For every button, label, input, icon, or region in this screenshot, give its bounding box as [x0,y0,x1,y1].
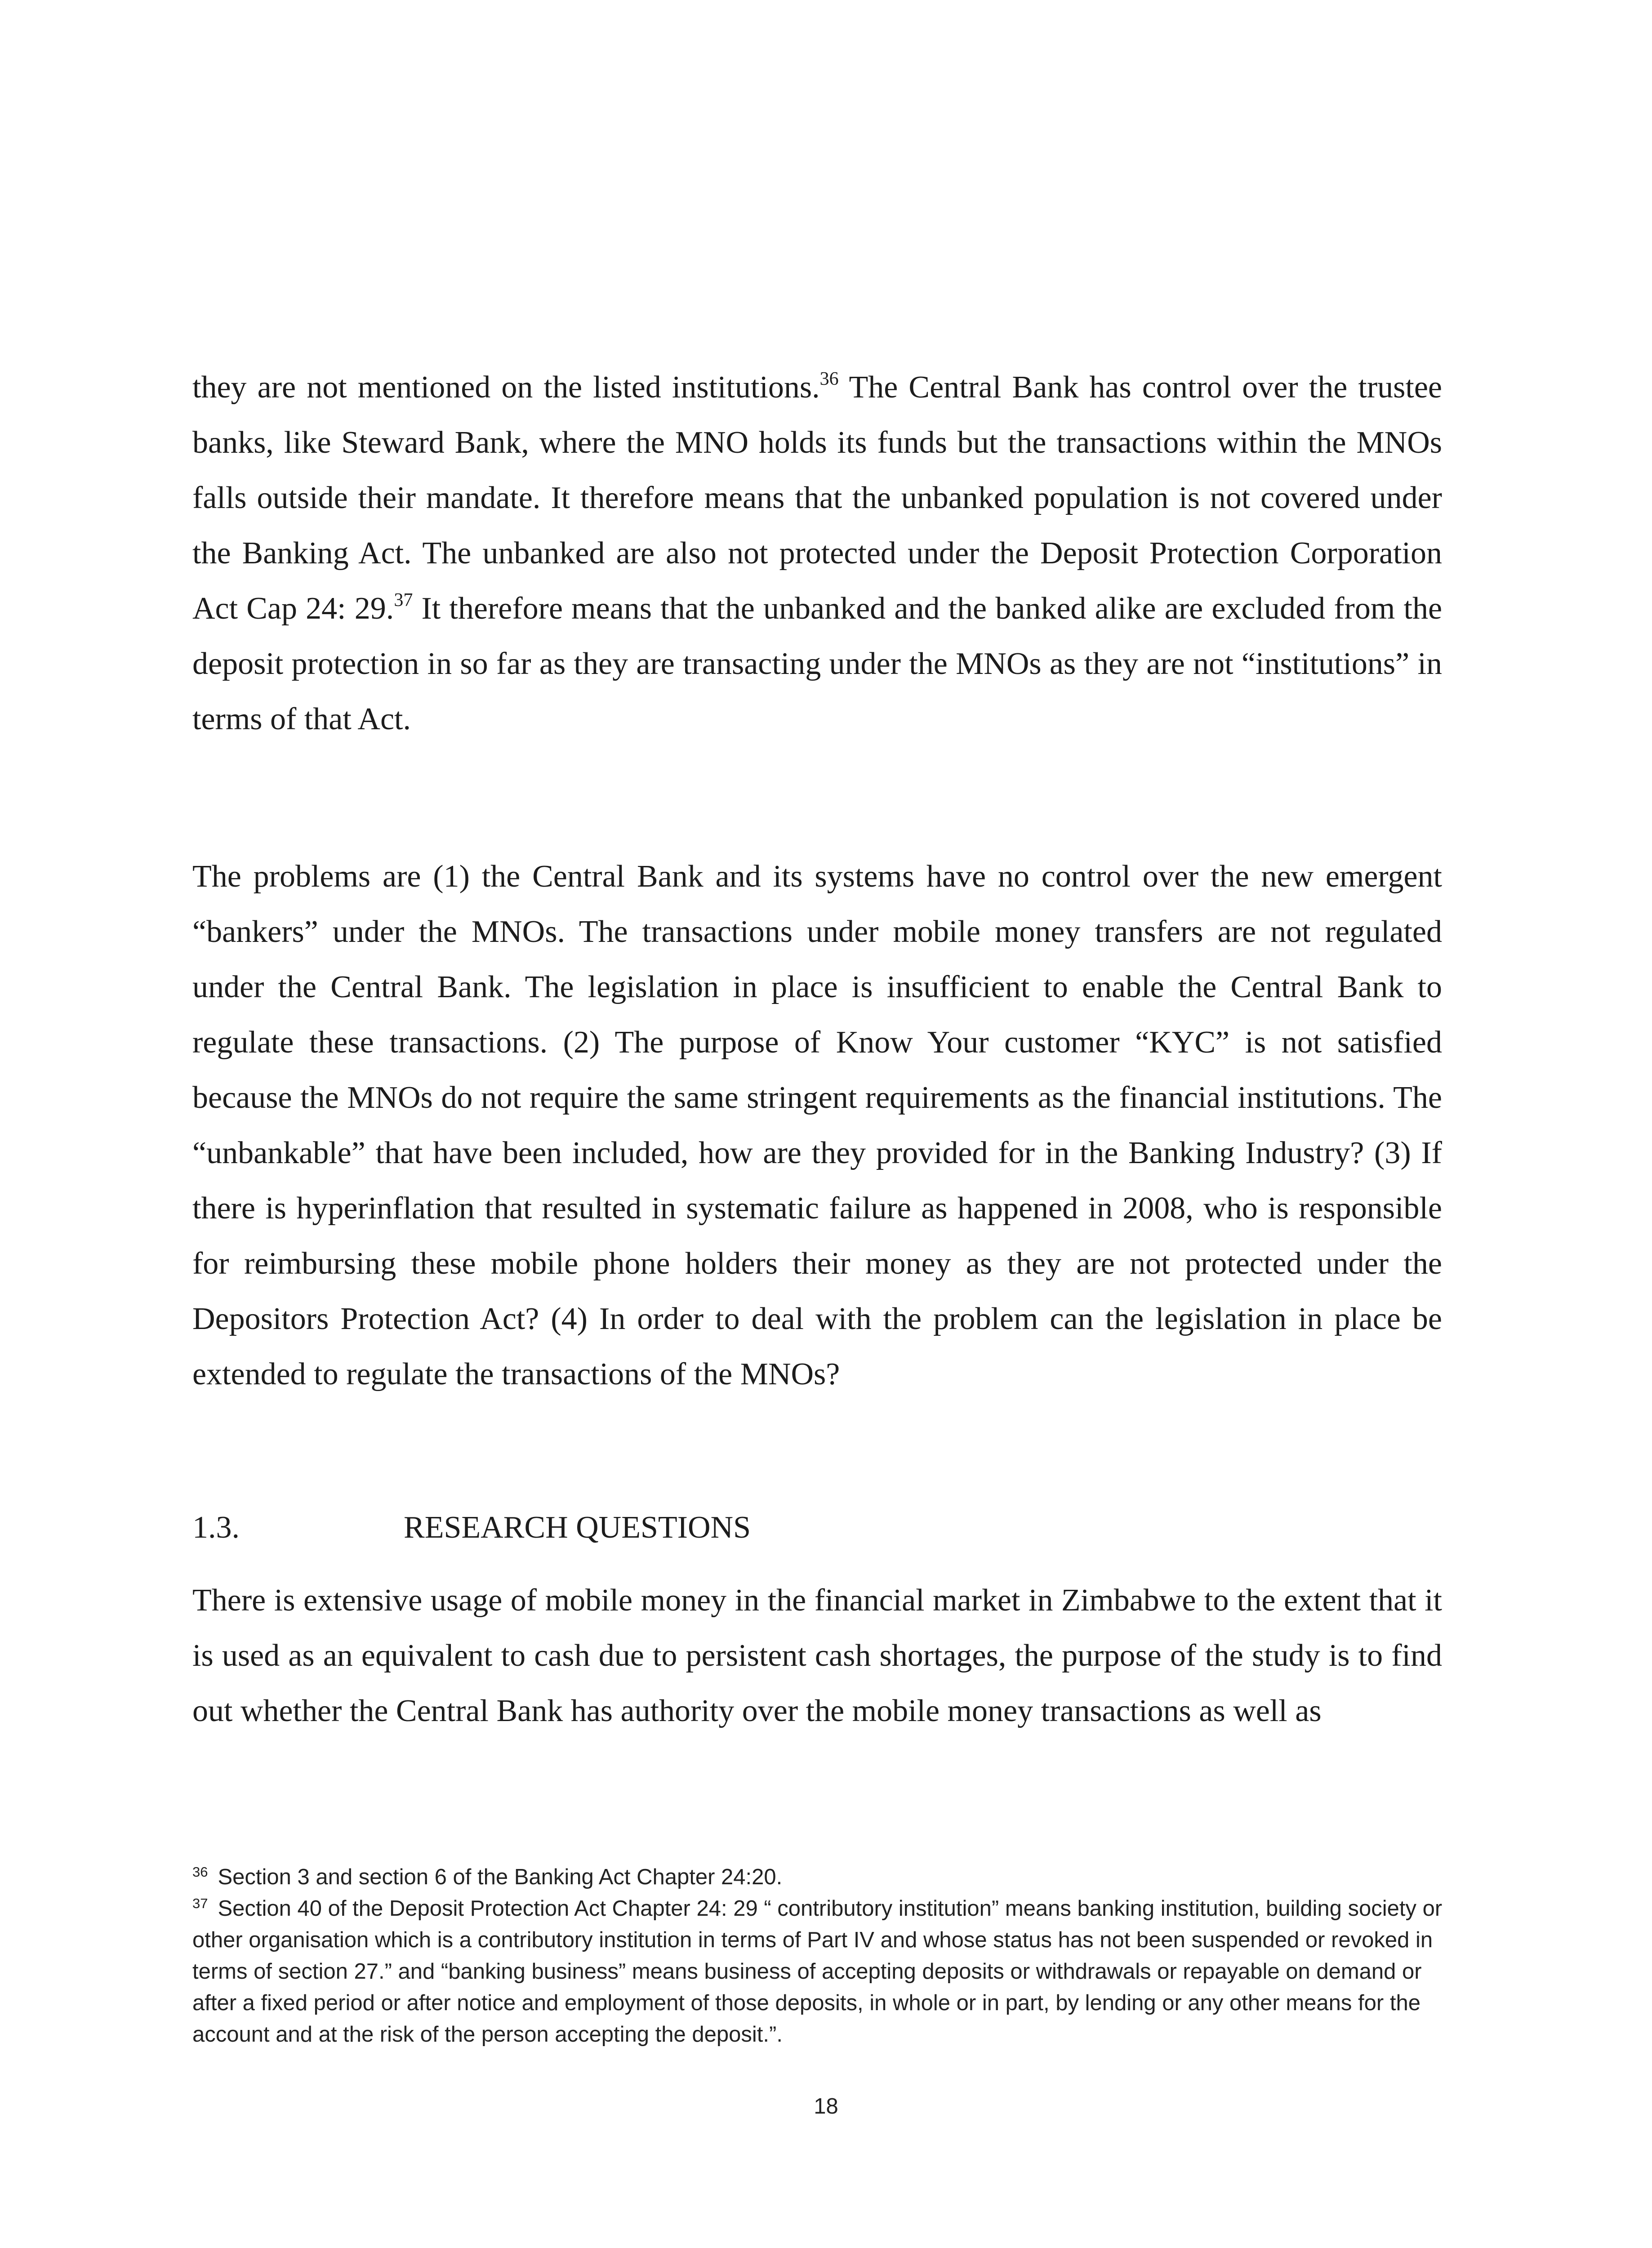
section-title: RESEARCH QUESTIONS [404,1510,751,1545]
paragraph-research-questions [192,1573,1442,1739]
page-number: 18 [814,2094,838,2119]
paragraph-text: The problems are (1) the Central Bank and its systems have no control over the new emergent “bankers” under the MNOs. The transactions under mobile money transfers are not regulated under the Central Bank. The legislation in place is insufficient to enable the Central Bank to regulate these transactions. (2) The purpose of Know Your customer “KYC” is not satisfied because the MNOs do not require the same stringent requirements as the financial institutions. The “unbankable” that have been included, how are they provided for in the Banking Industry? (3) If there is hyperinflation that resulted in systematic failure as happened in 2008, who is responsible for reimbursing these mobile phone holders their money as they are not protected under the Depositors Protection Act? (4) In order to deal with the problem can the legislation in place be extended to regulate the transactions of the MNOs? [192,859,1442,1392]
footnote-marker: 37 [192,1895,208,1911]
footnote [192,1893,1447,2050]
paragraph-text-part: The Central Bank has control over the trustee banks, like Steward Bank, where the MNO holds its funds but the transactions within the MNOs falls outside their mandate. It therefore means that the unbanked population is not covered under the Banking Act. The unbanked are also not protected under the Deposit Protection Corporation Act Cap 24: 29. [192,370,1442,626]
footnote-text: Section 3 and section 6 of the Banking Act Chapter 24:20. [218,1865,783,1889]
paragraph-problem-statement [192,849,1442,1402]
footnote-reference: 37 [394,589,413,611]
footnotes [192,1861,1447,2050]
paragraph-text: There is extensive usage of mobile money in the financial market in Zimbabwe to the extent that it is used as an equivalent to cash due to persistent cash shortages, the purpose of the study is to find out whether the Central Bank has authority over the mobile money transactions as well as [192,1583,1442,1728]
footnote-text: Section 40 of the Deposit Protection Act Chapter 24: 29 “ contributory institution” means banking institution, building society or other organisation which is a contributory institution in terms of Part IV and whose status has not been suspended or revoked in terms of section 27.” and “banking business” means business of accepting deposits or withdrawals or repayable on demand or after a fixed period or after notice and employment of those deposits, in whole or in part, by lending or any other means for the account and at the risk of the person accepting the deposit.”. [192,1896,1443,2047]
footnote-reference: 36 [819,368,839,389]
paragraph-text-part: It therefore means that the unbanked and the banked alike are excluded from the deposit protection in so far as they are transacting under the MNOs as they are not “institutions” in terms of that Act. [192,591,1443,736]
paragraph-unbanked-protection [192,360,1442,747]
section-number: 1.3. [192,1510,240,1545]
paragraph-text-part: they are not mentioned on the listed institutions. [192,370,820,405]
footnote [192,1861,1447,1893]
paragraph-text [192,360,1442,747]
footnote-marker: 36 [192,1864,208,1880]
section-heading [192,1500,751,1555]
